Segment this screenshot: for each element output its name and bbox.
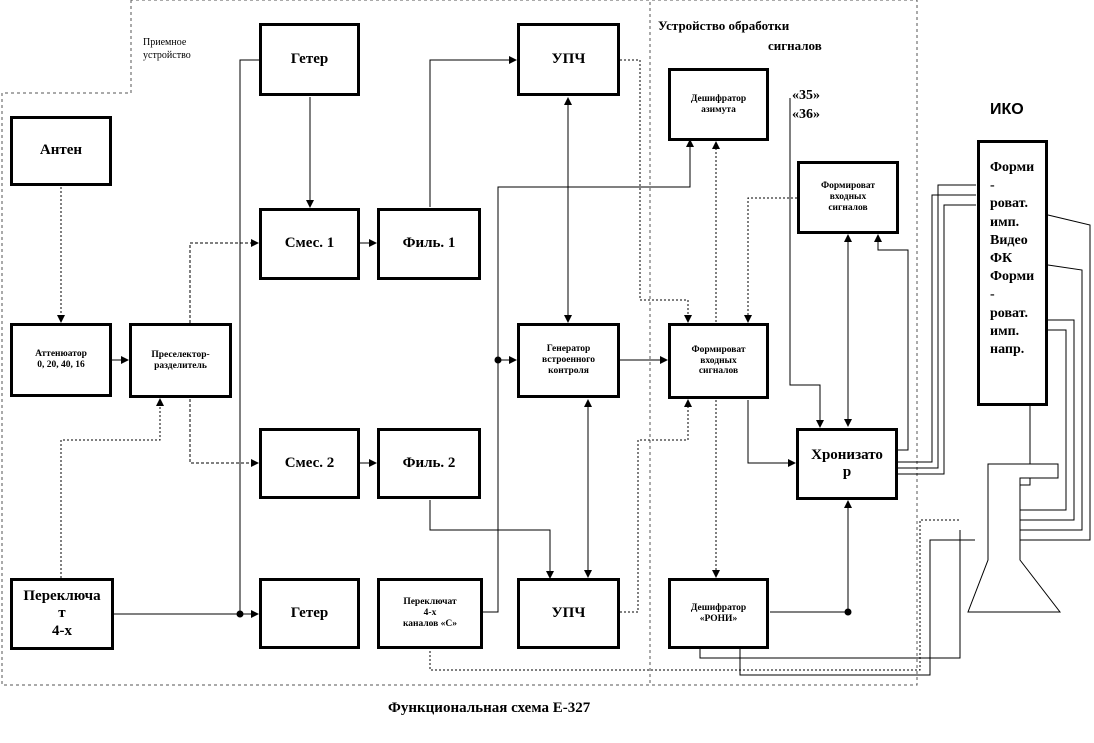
antenna-block: Антен [10, 116, 112, 186]
processing-region-label-line2: сигналов [768, 38, 822, 53]
filter2-block: Филь. 2 [377, 428, 481, 499]
channel-switch-block: Переключат 4-х каналов «С» [377, 578, 483, 649]
processing-region-label-line1: Устройство обработки [658, 18, 790, 33]
link-preselector-mixer1 [190, 243, 258, 323]
input-former-block: Формироват входных сигналов [668, 323, 769, 399]
receiver-region-label: Приемное устройство [143, 37, 191, 61]
bite-generator-block: Генератор встроенного контроля [517, 323, 620, 398]
iko-former-block: Форми - роват. имп. Видео ФК Форми - роват. имп. напр. [977, 140, 1048, 406]
heterodyne-top-block: Гетер [259, 23, 360, 96]
output-former-block: Формироват входных сигналов [797, 161, 899, 234]
mixer2-block: Смес. 2 [259, 428, 360, 499]
filter1-block: Филь. 1 [377, 208, 481, 280]
azimuth-decoder-block: Дешифратор азимута [668, 68, 769, 141]
link-bus-het-top [240, 60, 260, 614]
synchronizer-block: Хронизато р [796, 428, 898, 500]
link-filter2-ifa-bottom [430, 500, 550, 578]
crt-tube-icon [968, 464, 1060, 612]
link-filter1-ifa-top [430, 60, 516, 207]
switch4-block: Переключа т 4-х [10, 578, 114, 650]
link-preselector-mixer2 [190, 399, 258, 463]
ifa-bottom-block: УПЧ [517, 578, 620, 649]
code35-label: «35» [792, 88, 820, 103]
mixer1-block: Смес. 1 [259, 208, 360, 280]
diagram-caption: Функциональная схема Е-327 [388, 700, 591, 716]
iko-label: ИКО [990, 101, 1024, 118]
ifa-top-block: УПЧ [517, 23, 620, 96]
roni-decoder-block: Дешифратор «РОНИ» [668, 578, 769, 649]
attenuator-block: Аттенюатор 0, 20, 40, 16 [10, 323, 112, 397]
code36-label: «36» [792, 107, 820, 122]
heterodyne-bottom-block: Гетер [259, 578, 360, 649]
preselector-block: Преселектор- разделитель [129, 323, 232, 398]
link-switch-preselector [61, 399, 160, 578]
